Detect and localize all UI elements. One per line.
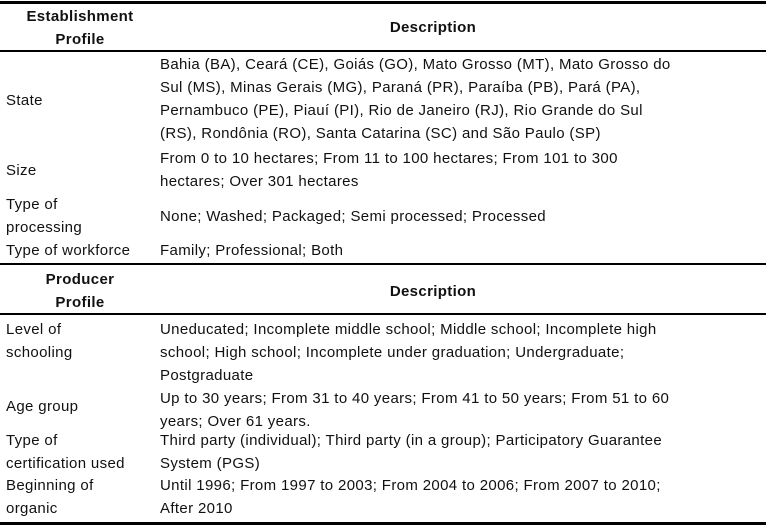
label-line: certification used: [6, 455, 125, 472]
desc-line: school; High school; Incomplete under graduation; Undergraduate;: [160, 344, 625, 361]
row-desc-state: [160, 53, 671, 145]
desc-line: Postgraduate: [160, 367, 254, 384]
desc-line: hectares; Over 301 hectares: [160, 173, 359, 190]
desc-line: System (PGS): [160, 455, 261, 472]
header-line: Profile: [55, 31, 105, 48]
row-desc-size: [160, 147, 618, 193]
table-top-rule: [0, 1, 766, 4]
row-desc-type-of-workforce: Family; Professional; Both: [160, 242, 344, 259]
label-line: Beginning of: [6, 477, 94, 494]
desc-line: Third party (individual); Third party (in a group); Participatory Guarantee: [160, 432, 663, 449]
label-line: Type of: [6, 196, 58, 213]
description-header: Description: [389, 283, 477, 300]
header-line: Producer: [45, 271, 115, 288]
desc-line: Sul (MS), Minas Gerais (MG), Paraná (PR), Paraíba (PB), Pará (PA),: [160, 79, 641, 96]
header-line: Establishment: [26, 8, 134, 25]
header-rule: [0, 50, 766, 52]
establishment-profile-header: [0, 5, 160, 51]
row-label-size: Size: [6, 162, 37, 179]
producer-profile-header: [0, 268, 160, 314]
row-desc-age-group: [160, 387, 669, 433]
table-bottom-rule: [0, 522, 766, 525]
row-label-level-of-schooling: [6, 318, 73, 364]
desc-line: Until 1996; From 1997 to 2003; From 2004 to 2006; From 2007 to 2010;: [160, 477, 661, 494]
row-desc-level-of-schooling: [160, 318, 657, 387]
label-line: processing: [6, 219, 83, 236]
label-line: Type of: [6, 432, 58, 449]
row-label-age-group: Age group: [6, 398, 79, 415]
label-line: organic: [6, 500, 58, 517]
row-label-type-of-processing: [6, 193, 82, 239]
desc-line: From 0 to 10 hectares; From 11 to 100 hectares; From 101 to 300: [160, 150, 618, 167]
desc-line: (RS), Rondônia (RO), Santa Catarina (SC) and São Paulo (SP): [160, 125, 601, 142]
desc-line: Up to 30 years; From 31 to 40 years; From 41 to 50 years; From 51 to 60: [160, 390, 670, 407]
header-line: Profile: [55, 294, 105, 311]
desc-line: years; Over 61 years.: [160, 413, 311, 430]
row-desc-beginning-of-organic: [160, 474, 661, 520]
desc-line: Bahia (BA), Ceará (CE), Goiás (GO), Mato Grosso (MT), Mato Grosso do: [160, 56, 671, 73]
row-label-state: State: [6, 92, 43, 109]
row-desc-type-of-certification: [160, 429, 662, 475]
label-line: schooling: [6, 344, 73, 361]
row-label-type-of-workforce: Type of workforce: [6, 242, 131, 259]
label-line: Level of: [6, 321, 62, 338]
desc-line: Uneducated; Incomplete middle school; Middle school; Incomplete high: [160, 321, 657, 338]
row-label-beginning-of-organic: [6, 474, 94, 520]
desc-line: Pernambuco (PE), Piauí (PI), Rio de Janeiro (RJ), Rio Grande do Sul: [160, 102, 643, 119]
row-desc-type-of-processing: None; Washed; Packaged; Semi processed; Processed: [160, 208, 546, 225]
header-rule: [0, 313, 766, 315]
row-label-type-of-certification: [6, 429, 125, 475]
description-header: Description: [389, 19, 477, 36]
section-divider-rule: [0, 263, 766, 265]
desc-line: After 2010: [160, 500, 233, 517]
